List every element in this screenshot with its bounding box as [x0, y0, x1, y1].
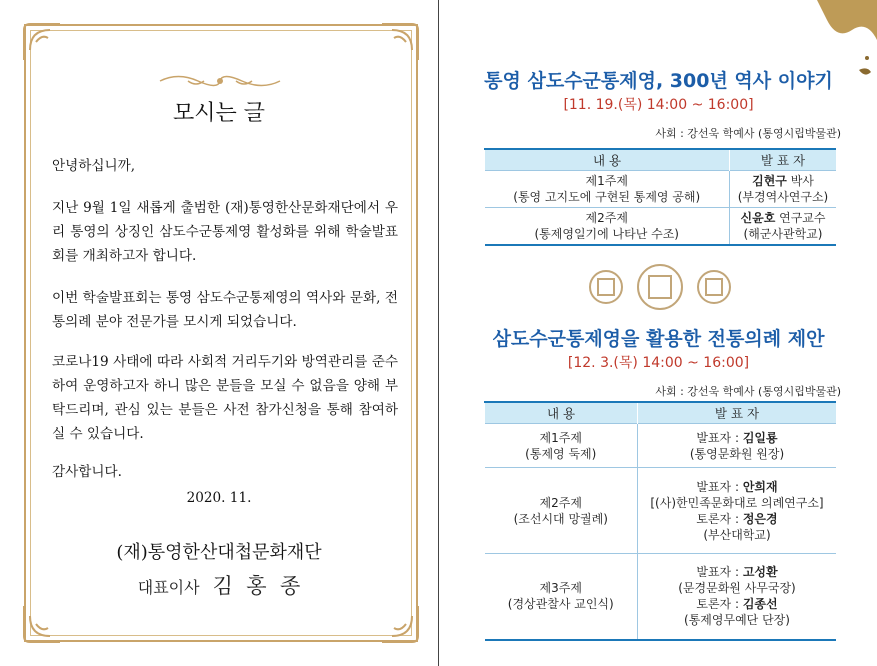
signer-role: 대표이사 [137, 578, 200, 597]
medallion-ornament-icon [580, 261, 740, 313]
table-header-presenter: 발 표 자 [730, 149, 837, 171]
signer-name: 김 홍 종 [212, 574, 301, 598]
session1-table [484, 148, 836, 246]
organization-name: (재)통영한산대첩문화재단 [116, 542, 322, 563]
letter-paragraph-1: 지난 9월 1일 새롭게 출범한 (재)통영한산문화재단에서 우리 통영의 상징인 삼도수군통제영 활성화를 위해 학술발표회를 개최하고자 합니다. [52, 200, 398, 264]
session2-table [484, 401, 836, 641]
table-header-content: 내 용 [485, 149, 730, 171]
corner-ornament-icon [378, 602, 422, 646]
letter-closing: 감사합니다. [52, 464, 122, 480]
page-divider [438, 0, 439, 666]
letter-greeting: 안녕하십니까, [52, 158, 136, 174]
letter-title: 모시는 글 [172, 101, 265, 126]
signature-line [0, 570, 438, 600]
corner-ornament-icon [20, 20, 64, 64]
session1-time: [11. 19.(목) 14:00 ~ 16:00] [563, 97, 754, 113]
letter-paragraph-3: 코로나19 사태에 따라 사회적 거리두기와 방역관리를 준수하여 운영하고자 하니 많은 분들을 모실 수 없음을 양해 부탁드리며, 관심 있는 분들은 사전 참가신청을 통해 참여하실 수 있습니다. [52, 354, 398, 442]
program-page [440, 0, 877, 666]
table-row: 제2주제 (조선시대 망궐례) 발표자 : 안희재 [(사)한민족문화대로 의례연구소] 토론자 : 정은경 (부산대학교) [485, 468, 837, 554]
table-row: 제1주제 (통영 고지도에 구현된 통제영 공해) 김현구 박사 (부경역사연구소) [485, 171, 837, 208]
table-row: 제2주제 (통제영일기에 나타난 수조) 신윤호 연구교수 (해군사관학교) [485, 208, 837, 246]
session2-moderator: 사회 : 강선욱 학예사 (통영시립박물관) [655, 385, 841, 398]
table-header-presenter: 발 표 자 [638, 402, 837, 424]
session2-title: 삼도수군통제영을 활용한 전통의례 제안 [492, 328, 825, 350]
invitation-page [0, 0, 438, 666]
corner-ornament-icon [20, 602, 64, 646]
session1-moderator: 사회 : 강선욱 학예사 (통영시립박물관) [655, 127, 841, 140]
session1-title: 통영 삼도수군통제영, 300년 역사 이야기 [484, 70, 833, 92]
letter-paragraph-2: 이번 학술발표회는 통영 삼도수군통제영의 역사와 문화, 전통의례 분야 전문가를 모시게 되었습니다. [52, 290, 398, 330]
letter-date: 2020. 11. [186, 490, 252, 506]
table-row: 제1주제 (통제영 둑제) 발표자 : 김일룡 (통영문화원 원장) [485, 424, 837, 468]
session2-time: [12. 3.(목) 14:00 ~ 16:00] [567, 355, 750, 371]
table-header-content: 내 용 [485, 402, 638, 424]
corner-ornament-icon [378, 20, 422, 64]
table-row: 제3주제 (경상관찰사 교인식) 발표자 : 고성환 (문경문화원 사무국장) 토론자 : 김종선 (통제영무예단 단장) [485, 554, 837, 640]
title-flourish-icon [158, 72, 282, 90]
